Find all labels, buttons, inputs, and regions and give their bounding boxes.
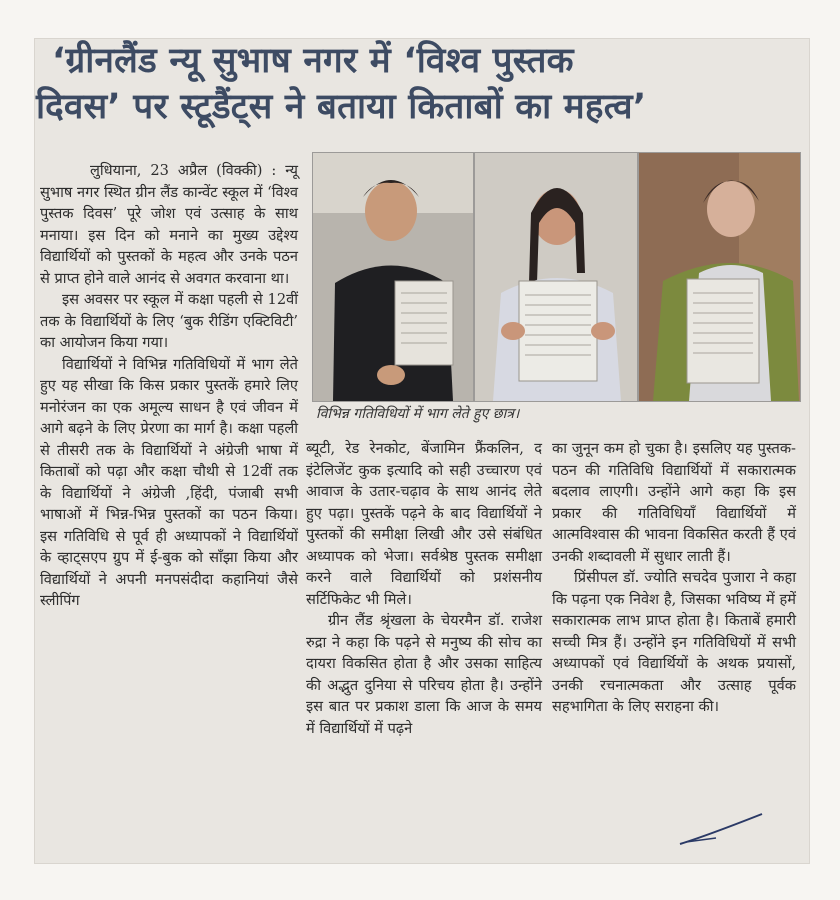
headline-line-2: दिवस’ पर स्टूडैंट्स ने बताया किताबों का महत्व’ (36, 87, 647, 127)
photo-caption: विभिन्न गतिविधियों में भाग लेते हुए छात्र। (316, 406, 520, 422)
student-photo-3 (638, 152, 801, 402)
article-column-2 (306, 438, 542, 739)
headline (36, 38, 806, 130)
pen-mark-icon (676, 808, 766, 848)
article-column-1 (40, 160, 298, 612)
paragraph: लुधियाना, 23 अप्रैल (विक्की) : न्यू सुभाष नगर स्थित ग्रीन लैंड कान्वेंट स्कूल में ‘विश्व पुस्तक दिवस’ पूरे जोश एवं उत्साह के साथ मनाया। इस दिन को मनाने का मुख्य उद्देश्य विद्यार्थियों को पुस्तकों के महत्व और उनके पठन से प्राप्त होने वाले आनंद से अवगत करवाना था। (40, 162, 298, 287)
article-column-3 (552, 438, 796, 718)
photo-strip (312, 152, 799, 400)
paragraph: इस अवसर पर स्कूल में कक्षा पहली से 12वीं तक के विद्यार्थियों के लिए ‘बुक रीडिंग एक्टिविटी’ का आयोजन किया गया। (40, 291, 298, 351)
paragraph: प्रिंसीपल डॉ. ज्योति सचदेव पुजारा ने कहा कि पढ़ना एक निवेश है, जिसका भविष्य में हमें सकारात्मक लाभ प्राप्त होता है। किताबें हमारी सच्ची मित्र हैं। उन्होंने इन गतिविधियों में सभी अध्यापकों एवं विद्यार्थियों के अथक प्रयासों, उनकी रचनात्मकता और उत्साह पूर्वक सहभागिता के लिए सराहना की। (552, 569, 796, 715)
paragraph: विद्यार्थियों ने विभिन्न गतिविधियों में भाग लेते हुए यह सीखा कि किस प्रकार पुस्तकें हमारे लिए मनोरंजन का एक अमूल्य साधन है एवं जीवन में आगे बढ़ने के लिए प्रेरणा का मार्ग है। कक्षा पहली से तीसरी तक के विद्यार्थियों ने अंग्रेजी भाषा में किताबों को पढ़ा और कक्षा चौथी से 12वीं तक के विद्यार्थियों ने अंग्रेजी ,हिंदी, पंजाबी सभी भाषाओं में भिन्न-भिन्न पुस्तकों का पठन किया। इस गतिविधि से पूर्व ही अध्यापकों ने विद्यार्थियों के व्हाट्सएप ग्रुप में ई-बुक को साँझा किया और विद्यार्थियों ने अपनी मनपसंदीदा कहानियां जैसे स्लीपिंग (40, 355, 298, 609)
headline-line-1: ‘ग्रीनलैंड न्यू सुभाष नगर में ‘विश्व पुस्तक (52, 41, 574, 81)
student-photo-1 (312, 152, 474, 402)
student-photo-2 (474, 152, 638, 402)
paragraph: का जुनून कम हो चुका है। इसलिए यह पुस्तक-पठन की गतिविधि विद्यार्थियों में सकारात्मक बदलाव लाएगी। उन्होंने आगे कहा कि इस प्रकार की गतिविधियाँ विद्यार्थियों में आत्मविश्वास की भावना विकसित करती हैं एवं उनकी शब्दावली में सुधार लाती हैं। (552, 440, 796, 565)
paragraph: ग्रीन लैंड श्रृंखला के चेयरमैन डॉ. राजेश रुद्रा ने कहा कि पढ़ने से मनुष्य की सोच का दायरा विकसित होता है और उसका साहित्य की अद्भुत दुनिया से परिचय होता है। उन्होंने इस बात पर प्रकाश डाला कि आज के समय में विद्यार्थियों में पढ़ने (306, 612, 542, 737)
paragraph: ब्यूटी, रेड रेनकोट, बेंजामिन फ्रैंकलिन, द इंटेलिजेंट कुक इत्यादि को सही उच्चारण एवं आवाज के उतार-चढ़ाव के साथ आनंद लेते हुए पढ़ा। पुस्तकें पढ़ने के बाद विद्यार्थियों ने पुस्तकों की समीक्षा लिखी और उसे संबंधित अध्यापक को भेजा। सर्वश्रेष्ठ पुस्तक समीक्षा करने वाले विद्यार्थियों को प्रशंसनीय सर्टिफिकेट भी मिले। (306, 440, 542, 608)
